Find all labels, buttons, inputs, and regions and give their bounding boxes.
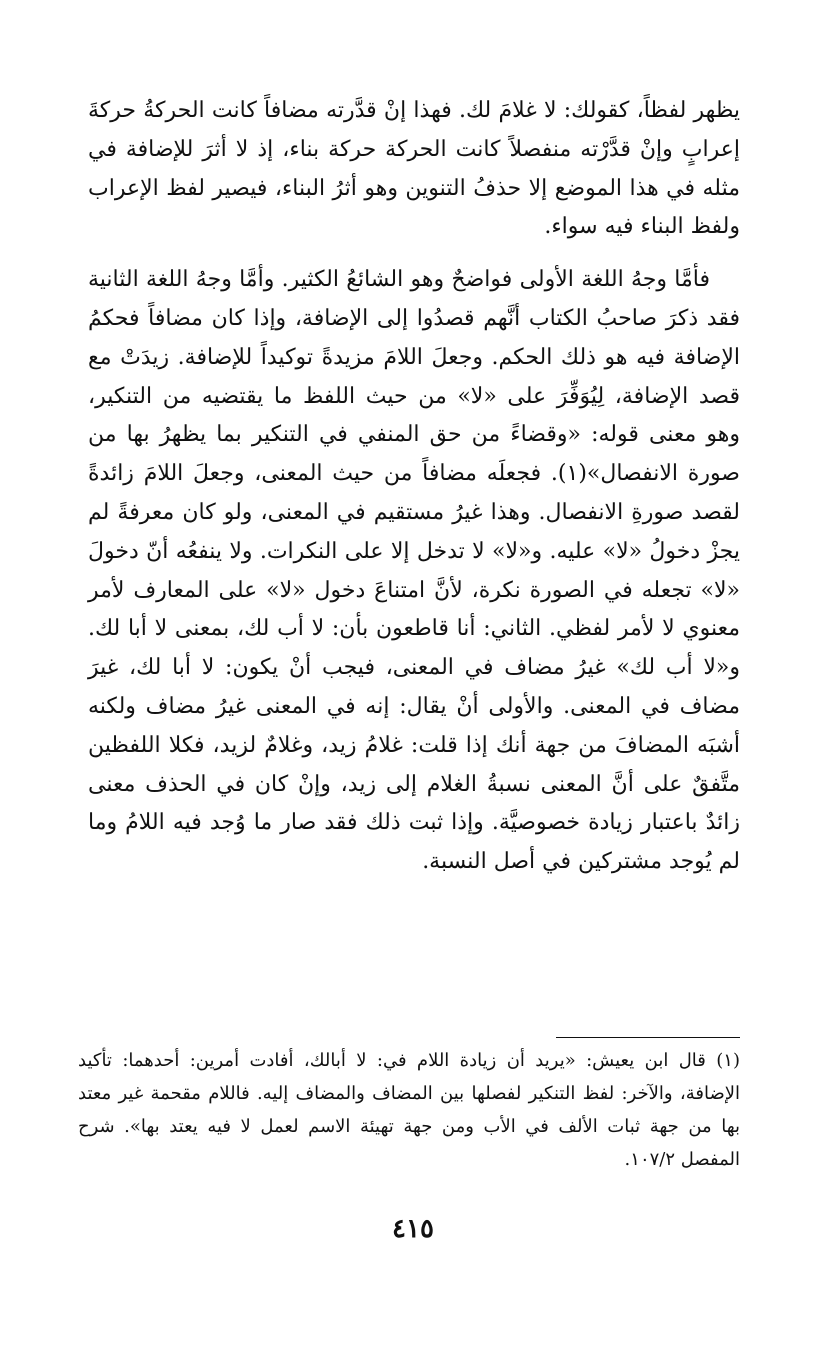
paragraph: فأمَّا وجهُ اللغة الأولى فواضحٌ وهو الشائعُ الكثير. وأمَّا وجهُ اللغة الثانية فقد ذكرَ صاحبُ الكتاب أنَّهم قصدُوا إلى الإضافة، وإذا كان مضافاً فحكمُ الإضافة فيه هو ذلك الحكم. وجعلَ اللامَ مزيدةً توكيداً للإضافة. زيدَتْ مع قصد الإضافة، لِيُوَفِّرَ على «لا» من حيث اللفظ ما يقتضيه من التنكير، وهو معنى قوله: «وقضاءً من حق المنفي في التنكير بما يظهرُ بها من صورة الانفصال»(١). فجعلَه مضافاً من حيث المعنى، وجعلَ اللامَ زائدةً لقصد صورةِ الانفصال. وهذا غيرُ مستقيم في المعنى، ولو كان معرفةً لم يجزْ دخولُ «لا» عليه. و«لا» لا تدخل إلا على النكرات. ولا ينفعُه أنّ دخولَ «لا» تجعله في الصورة نكرة، لأنَّ امتناعَ دخول «لا» على المعارف لأمر معنوي لا لأمر لفظي. الثاني: أنا قاطعون بأن: لا أب لك، بمعنى لا أبا لك. و«لا أب لك» غيرُ مضاف في المعنى، فيجب أنْ يكون: لا أبا لك، غيرَ مضاف في المعنى. والأولى أنْ يقال: إنه في المعنى غيرُ مضاف ولكنه أشبَه المضافَ من جهة أنك إذا قلت: غلامُ زيد، وغلامٌ لزيد، فكلا اللفظين متَّفقٌ على أنَّ المعنى نسبةُ الغلام إلى زيد، وإنْ كان في الحذف معنى زائدٌ باعتبار زيادة خصوصيَّة. وإذا ثبت ذلك فقد صار ما وُجد فيه اللامُ وما لم يُوجد مشتركين في أصل النسبة.: [88, 267, 740, 875]
page-number: ٤١٥: [392, 1214, 434, 1244]
main-text: [88, 92, 740, 882]
footnote-divider: [556, 1037, 740, 1038]
footnote: [78, 1044, 740, 1176]
paragraph: يظهر لفظاً، كقولك: لا غلامَ لك. فهذا إنْ قدَّرته مضافاً كانت الحركةُ حركةَ إعرابٍ وإنْ قدَّرْته منفصلاً كانت الحركة حركة بناء، إذ لا أثرَ للإضافة في مثله في هذا الموضع إلا حذفُ التنوين وهو أثرُ البناء، فيصير لفظ الإعراب ولفظ البناء فيه سواء.: [88, 98, 740, 240]
footnote-text: قال ابن يعيش: «يريد أن زيادة اللام في: لا أبالك، أفادت أمرين: أحدهما: تأكيد الإضافة، والآخر: لفظ التنكير لفصلها بين المضاف والمضاف إليه. فاللام مقحمة غير معتد بها من جهة ثبات الألف في الأب ومن جهة تهيئة الاسم لعمل لا فيه يعتد بها». شرح المفصل ١٠٧/٢.: [78, 1050, 740, 1170]
footnote-number: (١): [705, 1050, 740, 1071]
